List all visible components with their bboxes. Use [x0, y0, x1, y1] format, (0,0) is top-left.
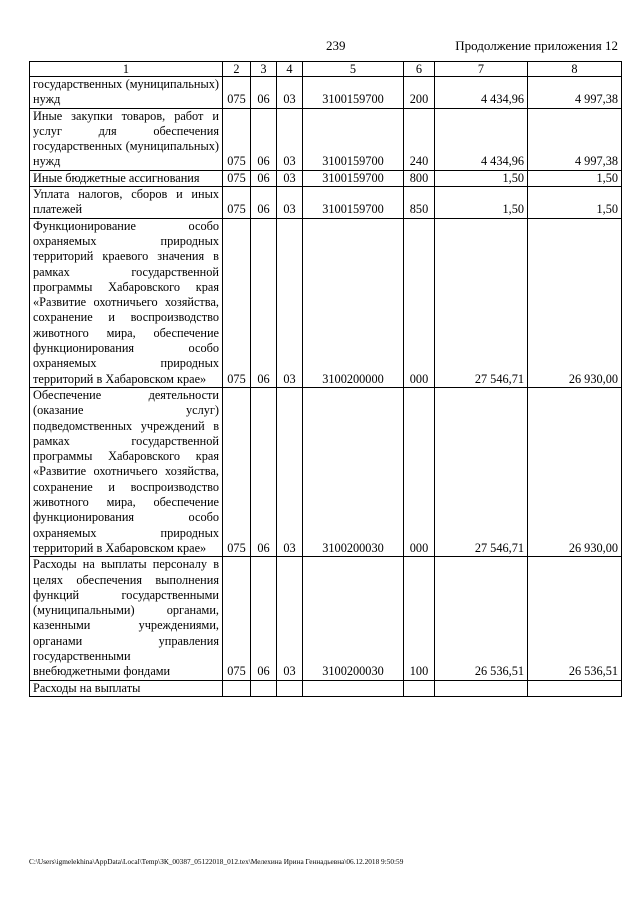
cell-subsection	[277, 680, 303, 696]
cell-subsection: 03	[277, 77, 303, 109]
cell-amount-1	[435, 680, 528, 696]
cell-amount-2: 1,50	[528, 170, 622, 186]
continuation-label: Продолжение приложения 12	[455, 38, 618, 53]
cell-ministry: 075	[223, 557, 251, 680]
cell-amount-2: 26 536,51	[528, 557, 622, 680]
cell-section	[251, 680, 277, 696]
cell-section: 06	[251, 77, 277, 109]
cell-target-article: 3100200030	[303, 557, 404, 680]
column-header: 6	[404, 62, 435, 77]
cell-expense-type	[404, 680, 435, 696]
cell-amount-1: 27 546,71	[435, 218, 528, 387]
column-header: 3	[251, 62, 277, 77]
table-row	[30, 680, 622, 696]
cell-amount-1: 1,50	[435, 170, 528, 186]
table-row	[30, 77, 622, 109]
cell-name: Функционирование особо охраняемых природных территорий краевого значения в рамках государственной программы Хабаровского края «Развитие охотничьего хозяйства, сохранение и воспроизводство животного мира, обеспечение функционирования особо охраняемых природных территорий в Хабаровском крае»	[30, 218, 223, 387]
column-header: 4	[277, 62, 303, 77]
cell-section: 06	[251, 387, 277, 556]
cell-section: 06	[251, 557, 277, 680]
table-row	[30, 170, 622, 186]
cell-subsection: 03	[277, 387, 303, 556]
cell-expense-type: 000	[404, 387, 435, 556]
cell-ministry	[223, 680, 251, 696]
cell-target-article	[303, 680, 404, 696]
cell-amount-2: 26 930,00	[528, 387, 622, 556]
table-row	[30, 187, 622, 219]
table-header-row	[30, 62, 622, 77]
column-header: 8	[528, 62, 622, 77]
table-row	[30, 108, 622, 170]
cell-expense-type: 200	[404, 77, 435, 109]
cell-target-article: 3100200000	[303, 218, 404, 387]
cell-ministry: 075	[223, 170, 251, 186]
cell-expense-type: 000	[404, 218, 435, 387]
cell-subsection: 03	[277, 187, 303, 219]
cell-amount-1: 26 536,51	[435, 557, 528, 680]
cell-amount-2: 4 997,38	[528, 108, 622, 170]
file-path-footer: C:\Users\igmelekhina\AppData\Local\Temp\ЗК_00387_05122018_012.tex\Мелехина Ирина Геннадьевна\06.12.2018 9:50:59	[29, 857, 404, 866]
cell-target-article: 3100200030	[303, 387, 404, 556]
table-body	[30, 77, 622, 697]
cell-section: 06	[251, 108, 277, 170]
cell-section: 06	[251, 218, 277, 387]
column-header: 2	[223, 62, 251, 77]
cell-amount-1: 4 434,96	[435, 77, 528, 109]
cell-name: Уплата налогов, сборов и иных платежей	[30, 187, 223, 219]
page-number: 239	[326, 38, 346, 53]
cell-name: Расходы на выплаты	[30, 680, 223, 696]
cell-target-article: 3100159700	[303, 170, 404, 186]
cell-name: Иные закупки товаров, работ и услуг для обеспечения государственных (муниципальных) нужд	[30, 108, 223, 170]
cell-subsection: 03	[277, 108, 303, 170]
cell-ministry: 075	[223, 108, 251, 170]
cell-name: Иные бюджетные ассигнования	[30, 170, 223, 186]
cell-target-article: 3100159700	[303, 77, 404, 109]
cell-ministry: 075	[223, 387, 251, 556]
cell-section: 06	[251, 170, 277, 186]
cell-subsection: 03	[277, 170, 303, 186]
cell-amount-2: 4 997,38	[528, 77, 622, 109]
column-header: 7	[435, 62, 528, 77]
budget-table	[29, 61, 622, 697]
cell-amount-1: 1,50	[435, 187, 528, 219]
cell-expense-type: 800	[404, 170, 435, 186]
cell-subsection: 03	[277, 218, 303, 387]
cell-ministry: 075	[223, 77, 251, 109]
cell-expense-type: 240	[404, 108, 435, 170]
column-header: 1	[30, 62, 223, 77]
table-row	[30, 387, 622, 556]
cell-target-article: 3100159700	[303, 108, 404, 170]
cell-amount-2	[528, 680, 622, 696]
table-row	[30, 557, 622, 680]
cell-amount-1: 4 434,96	[435, 108, 528, 170]
cell-section: 06	[251, 187, 277, 219]
cell-name: Обеспечение деятельности (оказание услуг) подведомственных учреждений в рамках государственной программы Хабаровского края «Развитие охотничьего хозяйства, сохранение и воспроизводство животного мира, обеспечение функционирования особо охраняемых природных территорий в Хабаровском крае»	[30, 387, 223, 556]
cell-target-article: 3100159700	[303, 187, 404, 219]
cell-expense-type: 850	[404, 187, 435, 219]
cell-ministry: 075	[223, 187, 251, 219]
table-row	[30, 218, 622, 387]
cell-expense-type: 100	[404, 557, 435, 680]
column-header: 5	[303, 62, 404, 77]
cell-amount-1: 27 546,71	[435, 387, 528, 556]
cell-amount-2: 1,50	[528, 187, 622, 219]
cell-name: Расходы на выплаты персоналу в целях обеспечения выполнения функций государственными (муниципальными) органами, казенными учреждениями, органами управления государственными внебюджетными фондами	[30, 557, 223, 680]
cell-name: государственных (муниципальных) нужд	[30, 77, 223, 109]
cell-subsection: 03	[277, 557, 303, 680]
cell-ministry: 075	[223, 218, 251, 387]
cell-amount-2: 26 930,00	[528, 218, 622, 387]
